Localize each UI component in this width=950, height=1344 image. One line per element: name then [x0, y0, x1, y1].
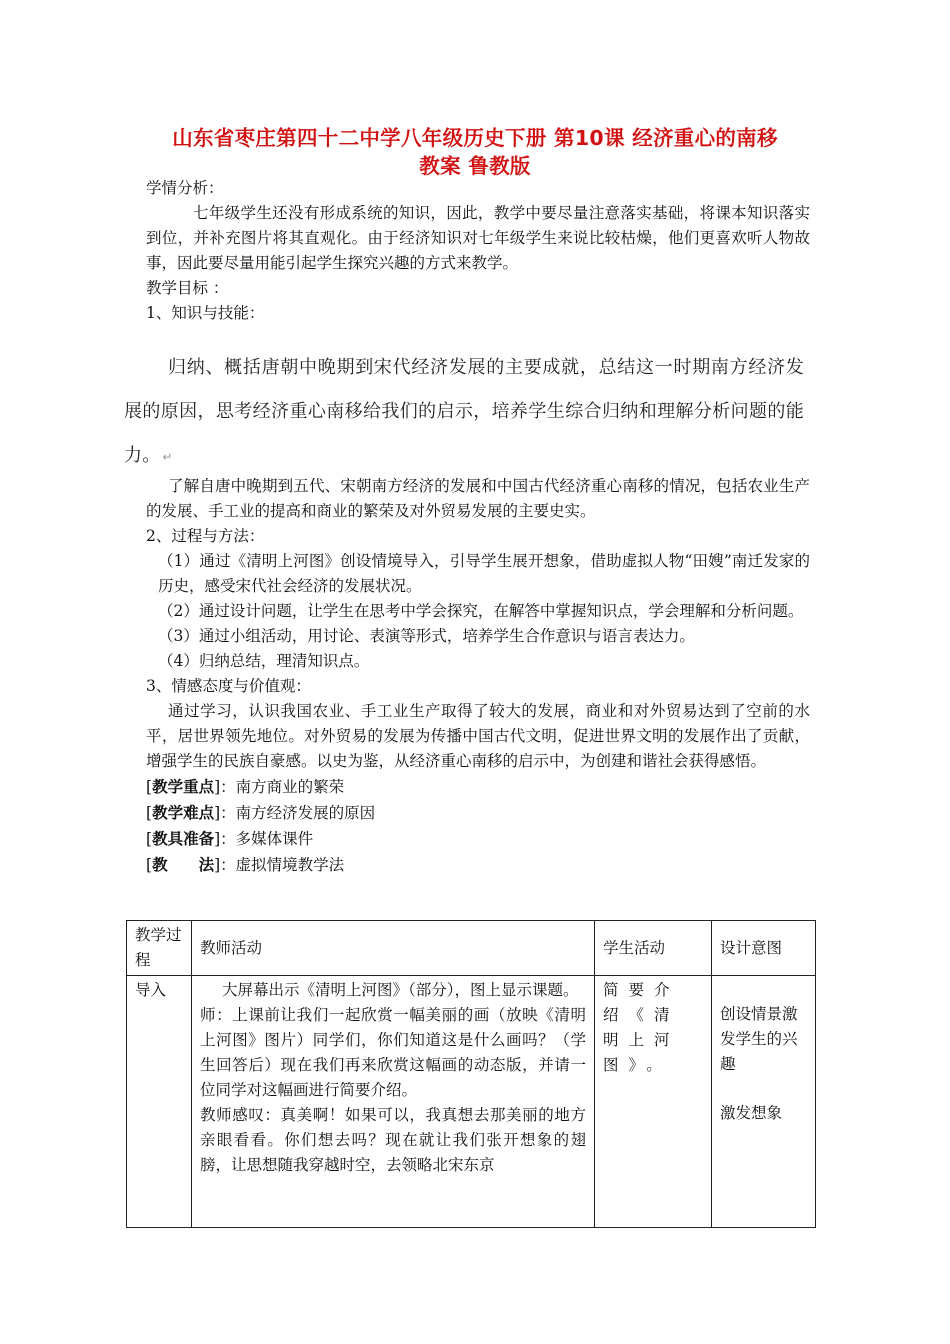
key-point-row: [教学重点]：南方商业的繁荣	[146, 777, 345, 796]
difficulty-label: 教学难点	[152, 803, 215, 822]
goal2-item-3: （3）通过小组活动，用讨论、表演等形式，培养学生合作意识与语言表达力。	[158, 627, 695, 645]
analysis-section	[146, 176, 810, 326]
header-intent: 设计意图	[712, 921, 816, 976]
goal2-heading: 2、过程与方法：	[146, 527, 265, 545]
teacher-p3: 教师感叹：真美啊！如果可以，我真想去那美丽的地方亲眼看看。你们想去吗？现在就让我们张开想象的翅膀，让思想随我穿越时空，去领略北宋东京	[200, 1106, 586, 1174]
cell-stage: 导入	[127, 976, 192, 1228]
method-label: 教 法	[152, 855, 215, 874]
teacher-p1: 大屏幕出示《清明上河图》（部分），图上显示课题。	[222, 981, 579, 999]
goal3-text: 通过学习，认识我国农业、手工业生产取得了较大的发展，商业和对外贸易达到了空前的水平，居世界领先地位。对外贸易的发展为传播中国古代文明，促进世界文明的发展作出了贡献，增强学生的民族自豪感。以史为鉴，从经济重心南移的启示中，为创建和谐社会获得感悟。	[146, 702, 810, 770]
difficulty-row: [教学难点]：南方经济发展的原因	[146, 803, 376, 822]
goals-section	[146, 474, 810, 878]
key-point-label: 教学重点	[152, 777, 215, 796]
teacher-p2: 师：上课前让我们一起欣赏一幅美丽的画（放映《清明上河图》图片）同学们，你们知道这是什么画吗？（学生回答后）现在我们再来欣赏这幅画的动态版，并请一位同学对这幅画进行简要介绍。	[200, 1006, 586, 1099]
analysis-text: 七年级学生还没有形成系统的知识，因此，教学中要尽量注意落实基础，将课本知识落实到位，并补充图片将其直观化。由于经济知识对七年级学生来说比较枯燥，他们更喜欢听人物故事，因此要尽量用能引起学生探究兴趣的方式来教学。	[146, 204, 810, 272]
table-header-row	[127, 921, 816, 976]
title-line-1: 山东省枣庄第四十二中学八年级历史下册 第10课 经济重心的南移	[172, 126, 778, 150]
cell-student: 简要介绍《清明上河图》。	[595, 976, 712, 1228]
table-row	[127, 976, 816, 1228]
cell-intent	[712, 976, 816, 1228]
goal1-heading: 1、知识与技能：	[146, 304, 265, 322]
intent-2: 激发想象	[720, 1104, 783, 1122]
intent-1: 创设情景激发学生的兴趣	[720, 1005, 798, 1073]
tools-row: [教具准备]：多媒体课件	[146, 829, 314, 848]
goal2-item-1: （1）通过《清明上河图》创设情境导入，引导学生展开想象，借助虚拟人物“田嫂”南迁发家的历史，感受宋代社会经济的发展状况。	[158, 552, 810, 595]
analysis-heading: 学情分析：	[146, 179, 224, 197]
goal2-item-4: （4）归纳总结，理清知识点。	[158, 652, 370, 670]
header-student: 学生活动	[595, 921, 712, 976]
image-text: 归纳、概括唐朝中晚期到宋代经济发展的主要成就，总结这一时期南方经济发展的原因，思考经济重心南移给我们的启示，培养学生综合归纳和理解分析问题的能力。	[124, 357, 804, 466]
goals-heading: 教学目标 ：	[146, 279, 229, 297]
key-point-value: 南方商业的繁荣	[235, 778, 345, 796]
difficulty-value: 南方经济发展的原因	[235, 804, 376, 822]
embedded-text-image	[124, 346, 804, 479]
lesson-plan-table	[126, 920, 816, 1228]
tools-label: 教具准备	[152, 829, 215, 848]
return-mark: ↵	[162, 450, 173, 464]
header-stage: 教学过程	[127, 921, 192, 976]
page-title	[120, 124, 830, 180]
title-line-2: 教案 鲁教版	[419, 154, 531, 178]
goal1-text: 了解自唐中晚期到五代、宋朝南方经济的发展和中国古代经济重心南移的情况，包括农业生产的发展、手工业的提高和商业的繁荣及对外贸易发展的主要史实。	[146, 477, 810, 520]
goal3-heading: 3、情感态度与价值观：	[146, 677, 311, 695]
embedded-image-text	[124, 346, 804, 479]
tools-value: 多媒体课件	[235, 830, 314, 848]
method-row: [教 法]：虚拟情境教学法	[146, 855, 345, 874]
cell-teacher	[192, 976, 595, 1228]
method-value: 虚拟情境教学法	[235, 856, 345, 874]
goal2-item-2: （2）通过设计问题，让学生在思考中学会探究，在解答中掌握知识点，学会理解和分析问题。	[158, 602, 804, 620]
header-teacher: 教师活动	[192, 921, 595, 976]
